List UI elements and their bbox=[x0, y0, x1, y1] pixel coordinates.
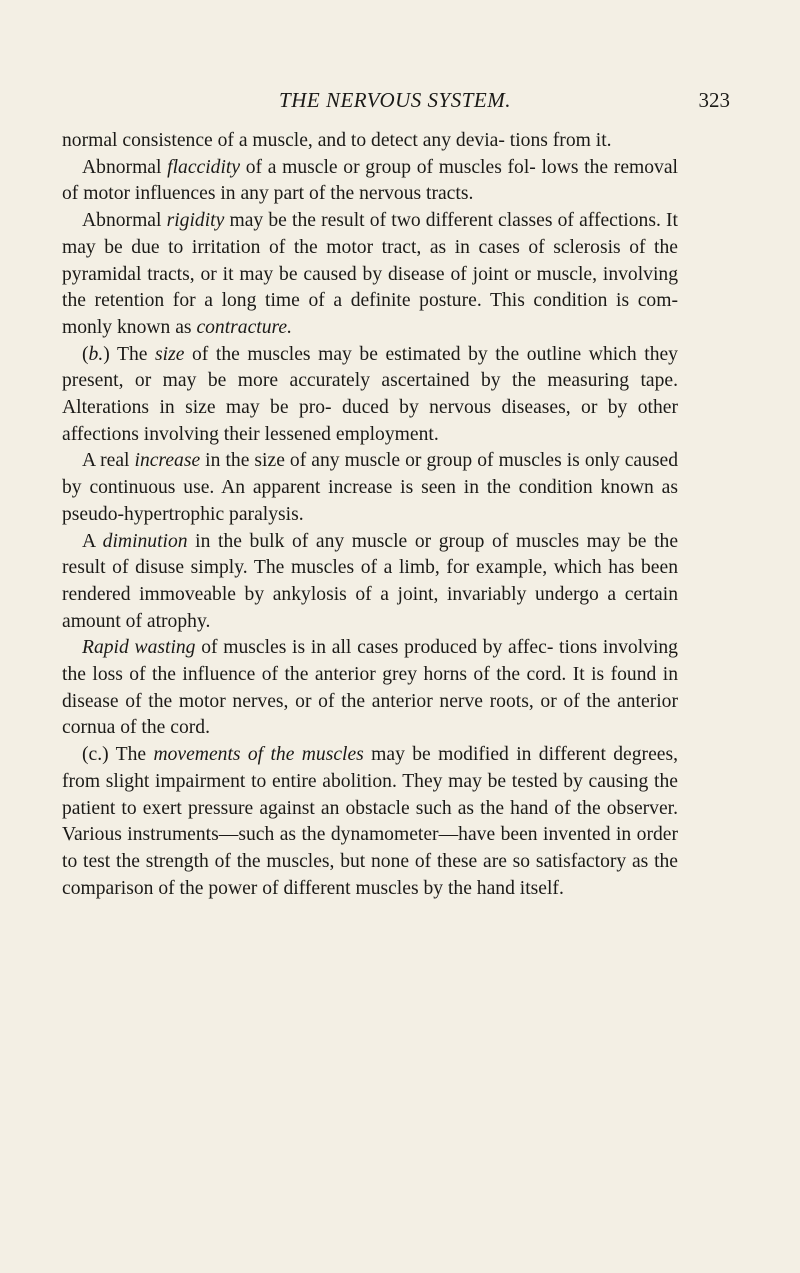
running-head bbox=[60, 88, 730, 118]
running-title: THE NERVOUS SYSTEM. bbox=[279, 88, 511, 112]
page-number: 323 bbox=[698, 88, 730, 112]
text-segment: A real bbox=[82, 450, 135, 472]
text-segment: ) The bbox=[103, 343, 156, 365]
body-text bbox=[62, 128, 678, 902]
text-segment: in the bulk of any muscle or group of muscles may be the result of disuse simply. The muscles of a limb, for example, which has been rendered immoveable by ankylosis of a joint, invariably undergo a certain amount of atrophy. bbox=[62, 530, 679, 632]
text-segment: may be modified in different degrees, from slight impairment to entire abolition. They may be tested by causing the patient to exert pressure against an obstacle such as the hand of the observer. Various instruments—such as the dynamometer—have been invented in order to test the strength of the muscles, but none of these are so satisfactory as the comparison of the power of different muscles by the hand itself. bbox=[62, 744, 678, 899]
text-segment: normal consistence of a muscle, and to detect any devia- tions from it. bbox=[62, 130, 612, 151]
paragraph bbox=[62, 448, 678, 528]
text-segment: may be the result of two different classes of affections. It may be due to irritation of the motor tract, as in cases of sclerosis of the pyramidal tracts, or it may be caused by disease of joint or muscle, involving the retention for a long time of a definite posture. This condition is com- monly known as bbox=[62, 210, 678, 338]
italic-text: contracture. bbox=[196, 316, 293, 338]
italic-text: b. bbox=[88, 343, 104, 365]
italic-text: increase bbox=[134, 450, 201, 472]
paragraph bbox=[62, 208, 678, 342]
paragraph bbox=[62, 155, 678, 208]
text-segment: of muscles is in all cases produced by affec- tions involving the loss of the influence of the anterior grey horns of the cord. It is found in disease of the motor nerves, or of the anterior nerve roots, or of the anterior cornua of the cord. bbox=[62, 637, 678, 739]
paragraph bbox=[62, 635, 678, 742]
paragraph bbox=[62, 529, 678, 636]
italic-text: flaccidity bbox=[167, 156, 241, 178]
text-segment: Abnormal bbox=[82, 156, 168, 178]
text-segment: (c.) The bbox=[82, 744, 154, 766]
text-segment: of the muscles may be estimated by the outline which they present, or may be more accurately ascertained by the measuring tape. Alterations in size may be pro- duced by nervous diseases, or by other affections involving their lessened employment. bbox=[62, 343, 678, 445]
text-segment: Abnormal bbox=[82, 210, 167, 232]
text-segment: ( bbox=[82, 343, 89, 365]
italic-text: movements of the muscles bbox=[153, 744, 364, 766]
italic-text: diminution bbox=[102, 530, 188, 552]
paragraph bbox=[62, 742, 678, 902]
text-segment: in the size of any muscle or group of muscles is only caused by continuous use. An apparent increase is seen in the condition known as pseudo-hypertrophic paralysis. bbox=[62, 450, 679, 525]
italic-text: rigidity bbox=[166, 210, 225, 232]
italic-text: size bbox=[155, 343, 185, 365]
text-segment: A bbox=[82, 530, 103, 552]
italic-text: Rapid wasting bbox=[82, 637, 196, 659]
text-segment: of a muscle or group of muscles fol- lows the removal of motor influences in any part of the nervous tracts. bbox=[62, 156, 678, 205]
paragraph bbox=[62, 128, 678, 155]
paragraph bbox=[62, 342, 678, 449]
